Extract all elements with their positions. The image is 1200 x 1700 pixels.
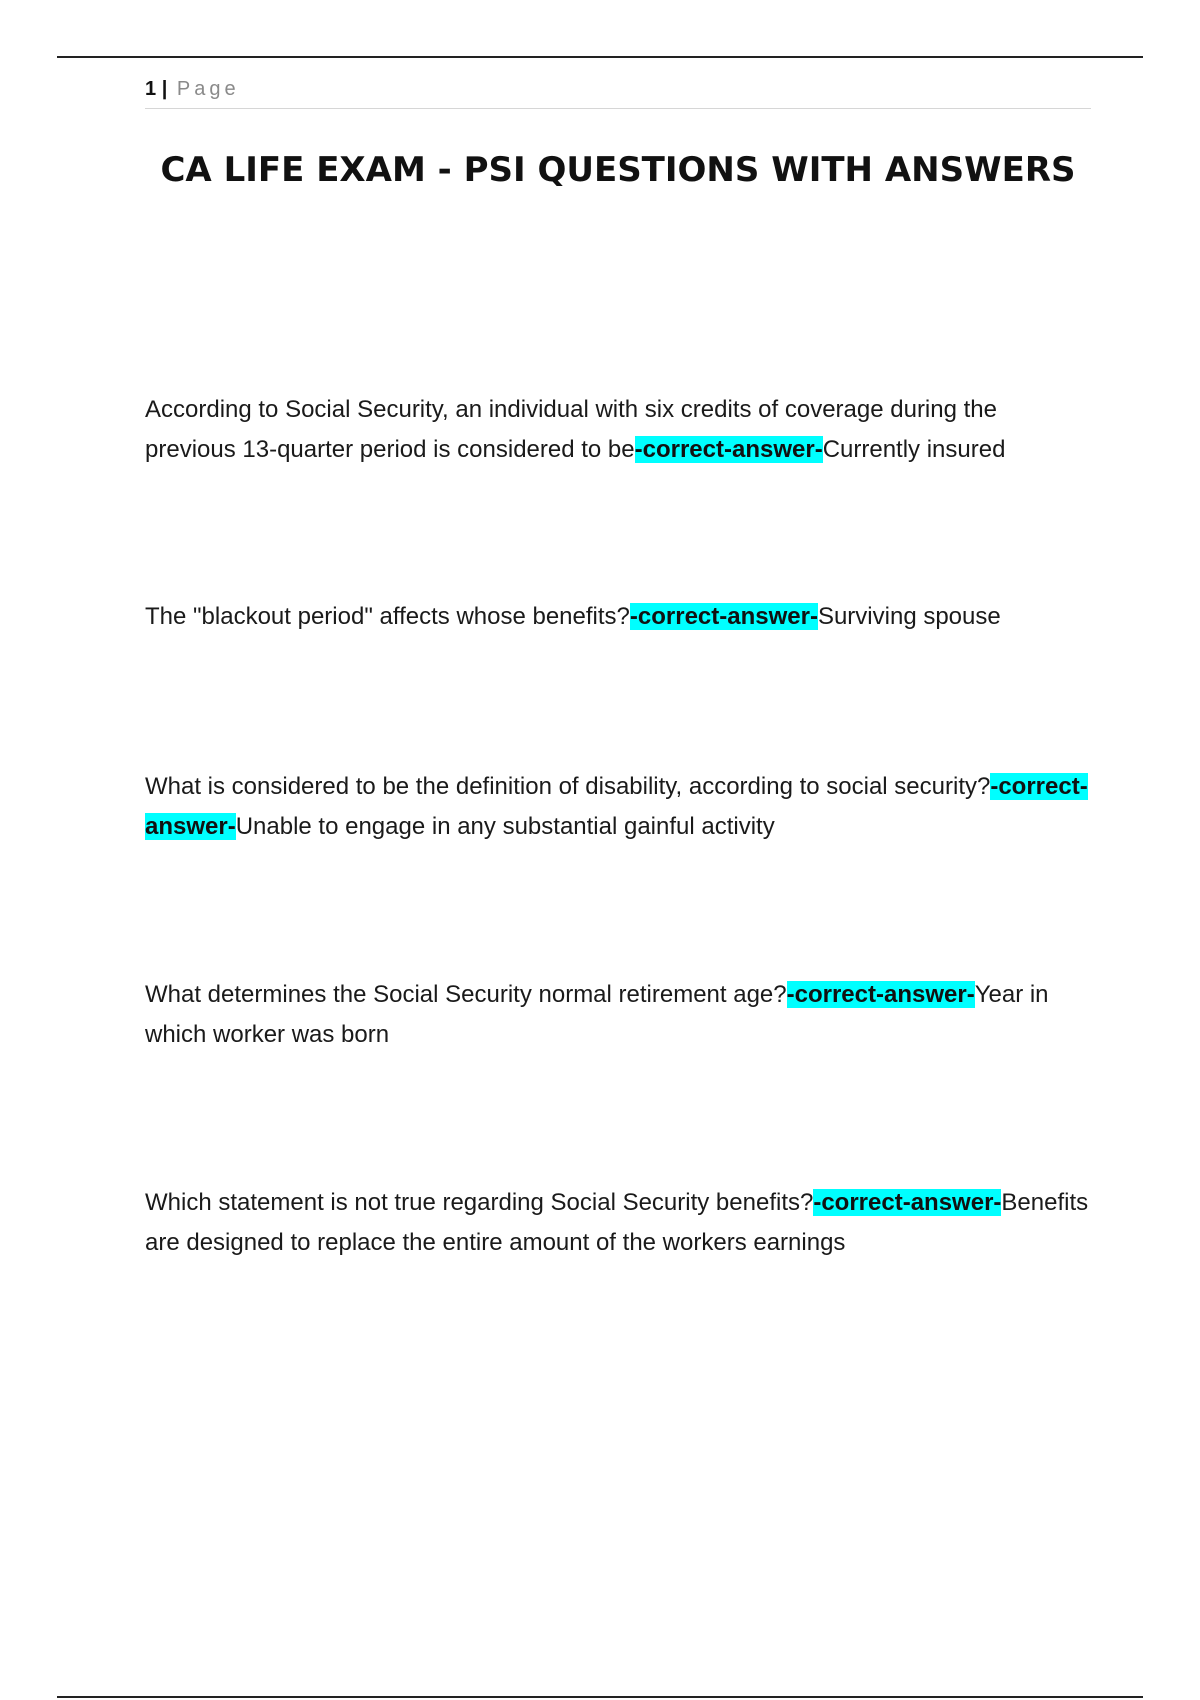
- answer-text: Surviving spouse: [817, 603, 1001, 630]
- document-title: CA LIFE EXAM - PSI QUESTIONS WITH ANSWERS: [160, 150, 1076, 190]
- question-text: According to Social Security, an individual with six credits of coverage during the previous 13-quarter period is considered to be: [145, 396, 997, 463]
- qa-item-4: [145, 975, 1091, 1055]
- qa-item-2: [145, 597, 1091, 637]
- qa-item-5: [145, 1183, 1091, 1263]
- question-text: What determines the Social Security normal retirement age?: [145, 981, 787, 1008]
- correct-answer-marker: -correct-answer-: [629, 603, 818, 630]
- page-header: [145, 76, 1091, 109]
- answer-text: Year in which worker was born: [145, 981, 1049, 1048]
- page-separator: |: [161, 78, 168, 100]
- question-text: Which statement is not true regarding Social Security benefits?: [145, 1189, 814, 1216]
- question-text: The "blackout period" affects whose benefits?: [145, 603, 630, 630]
- qa-item-1: [145, 390, 1091, 470]
- qa-item-3: [145, 767, 1091, 847]
- answer-text: Unable to engage in any substantial gainful activity: [235, 813, 775, 840]
- question-text: What is considered to be the definition of disability, according to social security?: [145, 773, 991, 800]
- top-border-line: [57, 56, 1143, 58]
- answer-text: Currently insured: [822, 436, 1006, 463]
- correct-answer-marker: -correct-answer-: [786, 981, 975, 1008]
- page-number: 1: [145, 78, 157, 100]
- page-label: Page: [176, 78, 240, 100]
- answer-text: Benefits are designed to replace the entire amount of the workers earnings: [145, 1189, 1089, 1256]
- correct-answer-marker: -correct-answer-: [145, 773, 1088, 840]
- correct-answer-marker: -correct-answer-: [813, 1189, 1002, 1216]
- correct-answer-marker: -correct-answer-: [634, 436, 823, 463]
- bottom-border-line: [57, 1696, 1143, 1698]
